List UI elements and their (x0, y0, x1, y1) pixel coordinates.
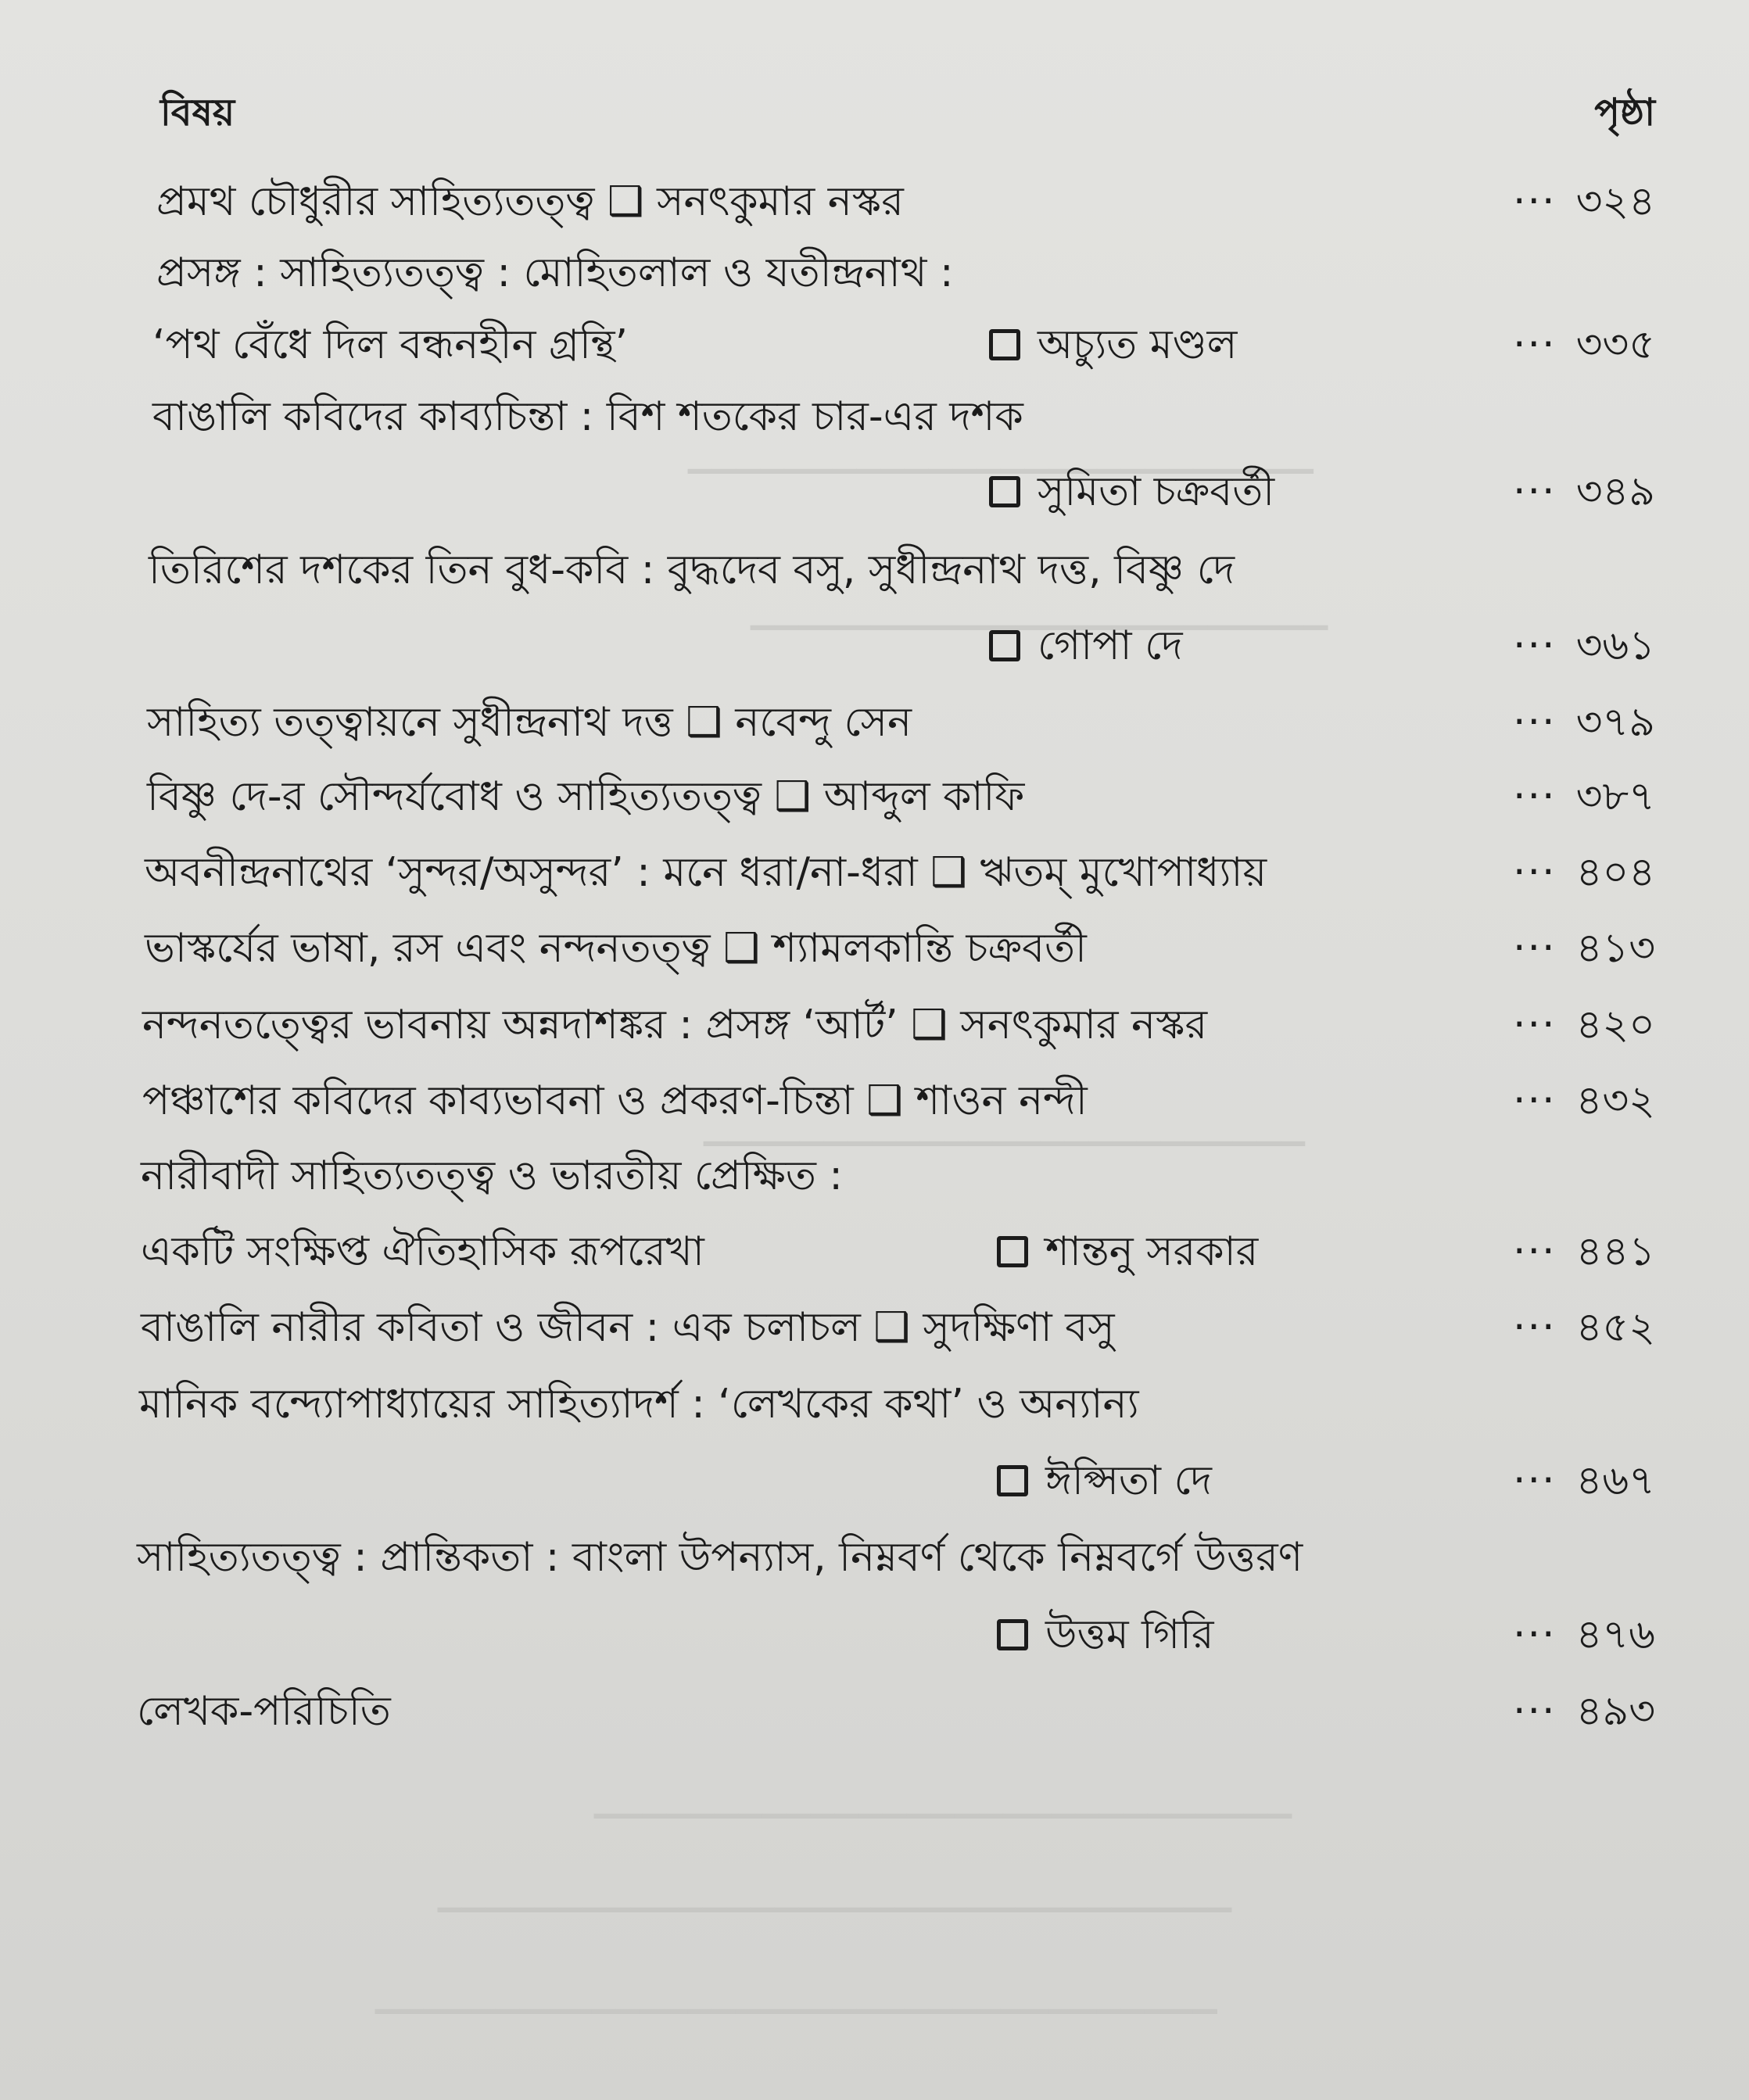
entry-title: বাঙালি কবিদের কাব্যচিন্তা : বিশ শতকের চার-এর দশক (152, 393, 1023, 440)
entry-title: মানিক বন্দ্যোপাধ্যায়ের সাহিত্যাদর্শ : ‘লেখকের কথা’ ও অন্যান্য (139, 1381, 1139, 1428)
dot-leader: ··· (1513, 1304, 1557, 1351)
column-heading-subject: বিষয় (160, 91, 235, 134)
entry-title: পঞ্চাশের কবিদের কাব্যভাবনা ও প্রকরণ-চিন্তা ❑ শাওন নন্দী (142, 1077, 1088, 1124)
entry-title: বিষ্ণু দে-র সৌন্দর্যবোধ ও সাহিত্যতত্ত্ব ❑ আব্দুল কাফি (147, 773, 1025, 820)
entry-page-number: ৩৬১ (1575, 622, 1655, 669)
dot-leader: ··· (1513, 699, 1557, 746)
toc-entry (0, 1073, 1749, 1129)
entry-title: প্রমথ চৌধুরীর সাহিত্যতত্ত্ব ❑ সনৎকুমার নস্কর (156, 178, 904, 225)
dot-leader: ··· (1513, 178, 1557, 225)
dot-leader: ··· (1513, 1002, 1557, 1048)
toc-entry (0, 1607, 1749, 1663)
toc-entry (0, 920, 1749, 977)
dot-leader: ··· (1513, 1611, 1557, 1658)
bleed-through-line: ▁▁▁▁▁▁▁▁▁▁▁▁▁▁▁▁▁▁▁▁▁▁▁▁▁▁ (688, 438, 1314, 474)
toc-entry (0, 618, 1749, 674)
entry-page-number: ৩৪৯ (1575, 468, 1655, 515)
toc-entry (0, 464, 1749, 520)
dot-leader: ··· (1513, 468, 1557, 515)
entry-title: একটি সংক্ষিপ্ত ঐতিহাসিক রূপরেখা (141, 1228, 704, 1275)
toc-entry (0, 542, 1749, 598)
entry-page-number: ৩২৪ (1575, 178, 1655, 225)
entry-title: প্রসঙ্গ : সাহিত্যতত্ত্ব : মোহিতলাল ও যতীন্দ্রনাথ : (156, 249, 954, 296)
entry-page-number: ৪৫২ (1575, 1304, 1655, 1351)
toc-entry (0, 1453, 1749, 1509)
toc-entry (0, 844, 1749, 901)
toc-entry (0, 769, 1749, 825)
toc-entry (0, 317, 1749, 373)
toc-entry (0, 694, 1749, 751)
toc-entry (0, 174, 1749, 230)
dot-leader: ··· (1513, 925, 1557, 972)
entry-title: ‘পথ বেঁধে দিল বন্ধনহীন গ্রন্থি’ (152, 321, 629, 368)
toc-entry (0, 1299, 1749, 1356)
bleed-through-line: ▁▁▁▁▁▁▁▁▁▁▁▁▁▁▁▁▁▁▁▁▁▁▁▁▁▁▁▁▁▁▁▁▁▁▁ (375, 1978, 1217, 2014)
toc-entry (0, 997, 1749, 1053)
entry-author: অচ্যুত মণ্ডল (989, 317, 1237, 373)
toc-entry (0, 1376, 1749, 1432)
dot-leader: ··· (1513, 1228, 1557, 1275)
entry-page-number: ৪৪১ (1575, 1228, 1655, 1275)
entry-page-number: ৪২০ (1575, 1002, 1655, 1048)
dot-leader: ··· (1513, 773, 1557, 820)
dot-leader: ··· (1513, 321, 1557, 368)
entry-title: তিরিশের দশকের তিন বুধ-কবি : বুদ্ধদেব বসু, সুধীন্দ্রনাথ দত্ত, বিষ্ণু দে (149, 547, 1235, 593)
entry-title: নন্দনতত্ত্বের ভাবনায় অন্নদাশঙ্কর : প্রসঙ্গ ‘আর্ট’ ❑ সনৎকুমার নস্কর (142, 1002, 1208, 1048)
entry-title: ভাস্কর্যের ভাষা, রস এবং নন্দনতত্ত্ব ❑ শ্যামলকান্তি চক্রবর্তী (145, 925, 1087, 972)
entry-title: লেখক-পরিচিতি (137, 1688, 391, 1735)
entry-author: শান্তনু সরকার (997, 1224, 1258, 1280)
entry-page-number: ৩৮৭ (1575, 773, 1655, 820)
dot-leader: ··· (1513, 849, 1557, 896)
bleed-through-line: ▁▁▁▁▁▁▁▁▁▁▁▁▁▁▁▁▁▁▁▁▁▁▁▁▁▁▁▁▁▁▁▁▁ (438, 1876, 1232, 1912)
entry-author: ঈপ্সিতা দে (997, 1453, 1212, 1509)
toc-entry (0, 1148, 1749, 1204)
entry-page-number: ৪৩২ (1575, 1077, 1655, 1124)
bleed-through-line: ▁▁▁▁▁▁▁▁▁▁▁▁▁▁▁▁▁▁▁▁▁▁▁▁▁ (704, 1110, 1306, 1146)
entry-title: নারীবাদী সাহিত্যতত্ত্ব ও ভারতীয় প্রেক্ষিত : (141, 1152, 843, 1199)
entry-page-number: ৩৩৫ (1575, 321, 1655, 368)
toc-entry (0, 245, 1749, 301)
entry-page-number: ৪৯৩ (1575, 1688, 1655, 1735)
entry-author: উত্তম গিরি (997, 1607, 1214, 1663)
entry-page-number: ৪৬৭ (1575, 1457, 1655, 1504)
entry-page-number: ৪১৩ (1575, 925, 1655, 972)
entry-title: অবনীন্দ্রনাথের ‘সুন্দর/অসুন্দর’ : মনে ধরা/না-ধরা ❑ ঋতম্ মুখোপাধ্যায় (145, 849, 1267, 896)
toc-entry (0, 1529, 1749, 1586)
dot-leader: ··· (1513, 622, 1557, 669)
toc-entry (0, 1683, 1749, 1740)
entry-author: সুমিতা চক্রবর্তী (989, 464, 1274, 520)
bleed-through-line: ▁▁▁▁▁▁▁▁▁▁▁▁▁▁▁▁▁▁▁▁▁▁▁▁▁▁▁▁▁ (594, 1783, 1292, 1819)
column-heading-page: পৃষ্ঠা (1594, 91, 1655, 134)
dot-leader: ··· (1513, 1457, 1557, 1504)
entry-page-number: ৪৭৬ (1575, 1611, 1655, 1658)
entry-title: সাহিত্যতত্ত্ব : প্রান্তিকতা : বাংলা উপন্যাস, নিম্নবর্ণ থেকে নিম্নবর্গে উত্তরণ (137, 1534, 1303, 1581)
dot-leader: ··· (1513, 1688, 1557, 1735)
entry-page-number: ৩৭৯ (1575, 699, 1655, 746)
entry-title: বাঙালি নারীর কবিতা ও জীবন : এক চলাচল ❑ সুদক্ষিণা বসু (141, 1304, 1115, 1351)
entry-author: গোপা দে (989, 618, 1183, 674)
entry-page-number: ৪০৪ (1575, 849, 1655, 896)
toc-entry (0, 389, 1749, 445)
dot-leader: ··· (1513, 1077, 1557, 1124)
bleed-through-line: ▁▁▁▁▁▁▁▁▁▁▁▁▁▁▁▁▁▁▁▁▁▁▁▁ (751, 594, 1328, 630)
toc-entry (0, 1224, 1749, 1280)
entry-title: সাহিত্য তত্ত্বায়নে সুধীন্দ্রনাথ দত্ত ❑ নবেন্দু সেন (147, 699, 912, 746)
